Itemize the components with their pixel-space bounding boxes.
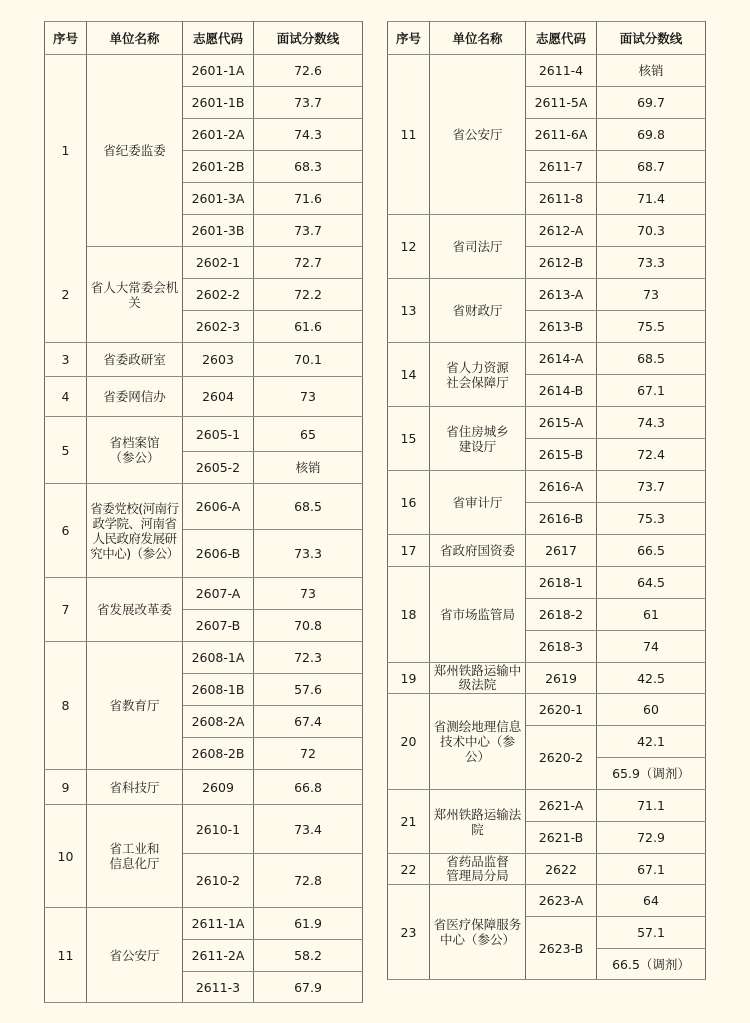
table-row <box>45 805 363 854</box>
code-cell: 2614-B <box>526 375 597 407</box>
code-cell: 2623-A <box>526 885 597 917</box>
header-seq: 序号 <box>45 22 87 55</box>
code-cell: 2610-2 <box>183 854 254 908</box>
table-row <box>45 484 363 530</box>
code-cell: 2607-B <box>183 610 254 642</box>
score-cell: 73.7 <box>254 215 363 247</box>
score-cell: 57.1 <box>597 917 706 949</box>
table-row <box>388 535 706 567</box>
header-row <box>45 22 363 55</box>
seq-cell: 11 <box>388 55 430 215</box>
code-cell: 2615-A <box>526 407 597 439</box>
table-row <box>388 790 706 822</box>
seq-cell: 17 <box>388 535 430 567</box>
code-cell: 2601-3A <box>183 183 254 215</box>
unit-cell: 省纪委监委 <box>87 55 183 247</box>
code-cell: 2614-A <box>526 343 597 375</box>
unit-cell: 郑州铁路运输法院 <box>430 790 526 854</box>
table-row <box>388 215 706 247</box>
seq-cell: 5 <box>45 417 87 484</box>
score-cell-adjusted: 66.5（调剂） <box>597 949 706 980</box>
unit-cell: 省测绘地理信息技术中心（参公） <box>430 694 526 790</box>
table-row <box>45 642 363 674</box>
table-row <box>388 343 706 375</box>
score-cell: 73.3 <box>597 247 706 279</box>
score-cell: 75.3 <box>597 503 706 535</box>
unit-cell: 省档案馆（参公） <box>87 417 183 484</box>
score-cell: 73.7 <box>254 87 363 119</box>
code-cell: 2620-1 <box>526 694 597 726</box>
table-row <box>388 663 706 694</box>
score-cell: 42.5 <box>597 663 706 694</box>
table-row <box>45 343 363 377</box>
score-cell: 66.5 <box>597 535 706 567</box>
score-cell: 68.3 <box>254 151 363 183</box>
score-cell: 61 <box>597 599 706 631</box>
unit-cell: 省审计厅 <box>430 471 526 535</box>
score-cell: 68.7 <box>597 151 706 183</box>
score-cell: 66.8 <box>254 770 363 805</box>
score-cell: 75.5 <box>597 311 706 343</box>
code-cell: 2613-A <box>526 279 597 311</box>
unit-cell: 省医疗保障服务中心（参公） <box>430 885 526 980</box>
seq-cell: 6 <box>45 484 87 578</box>
seq-cell: 7 <box>45 578 87 642</box>
score-cell: 73.3 <box>254 530 363 578</box>
score-cell: 68.5 <box>254 484 363 530</box>
score-cell: 73 <box>597 279 706 311</box>
score-cell: 72.8 <box>254 854 363 908</box>
unit-cell: 省财政厅 <box>430 279 526 343</box>
score-cell: 73 <box>254 377 363 417</box>
code-cell: 2605-2 <box>183 452 254 484</box>
score-cell: 72 <box>254 738 363 770</box>
code-cell: 2611-8 <box>526 183 597 215</box>
table-row <box>388 567 706 599</box>
score-cell: 61.9 <box>254 908 363 940</box>
score-cell: 67.1 <box>597 854 706 885</box>
table-row <box>45 770 363 805</box>
unit-cell: 省委网信办 <box>87 377 183 417</box>
unit-cell: 省政府国资委 <box>430 535 526 567</box>
header-code: 志愿代码 <box>183 22 254 55</box>
code-cell: 2620-2 <box>526 726 597 790</box>
table-row <box>388 55 706 87</box>
code-cell: 2610-1 <box>183 805 254 854</box>
seq-cell: 20 <box>388 694 430 790</box>
code-cell: 2612-B <box>526 247 597 279</box>
unit-cell: 省教育厅 <box>87 642 183 770</box>
header-code: 志愿代码 <box>526 22 597 55</box>
unit-cell: 郑州铁路运输中级法院 <box>430 663 526 694</box>
code-cell: 2621-B <box>526 822 597 854</box>
code-cell: 2612-A <box>526 215 597 247</box>
code-cell: 2606-B <box>183 530 254 578</box>
unit-cell: 省住房城乡建设厅 <box>430 407 526 471</box>
code-cell: 2618-2 <box>526 599 597 631</box>
table-row <box>45 908 363 940</box>
code-cell: 2611-7 <box>526 151 597 183</box>
table-row <box>388 885 706 917</box>
unit-cell: 省人力资源社会保障厅 <box>430 343 526 407</box>
code-cell: 2602-3 <box>183 311 254 343</box>
code-cell: 2608-1B <box>183 674 254 706</box>
score-cell: 68.5 <box>597 343 706 375</box>
score-cell: 69.7 <box>597 87 706 119</box>
seq-cell: 19 <box>388 663 430 694</box>
header-score: 面试分数线 <box>597 22 706 55</box>
code-cell: 2608-1A <box>183 642 254 674</box>
unit-cell: 省公安厅 <box>430 55 526 215</box>
score-cell: 核销 <box>254 452 363 484</box>
unit-cell: 省药品监督管理局分局 <box>430 854 526 885</box>
score-cell: 72.2 <box>254 279 363 311</box>
score-cell: 57.6 <box>254 674 363 706</box>
code-cell: 2607-A <box>183 578 254 610</box>
seq-cell: 12 <box>388 215 430 279</box>
seq-cell: 2 <box>45 247 87 343</box>
unit-cell: 省市场监管局 <box>430 567 526 663</box>
unit-cell: 省人大常委会机关 <box>87 247 183 343</box>
code-cell: 2603 <box>183 343 254 377</box>
code-cell: 2606-A <box>183 484 254 530</box>
unit-cell: 省工业和信息化厅 <box>87 805 183 908</box>
score-cell: 71.4 <box>597 183 706 215</box>
score-cell: 69.8 <box>597 119 706 151</box>
seq-cell: 16 <box>388 471 430 535</box>
score-table-right <box>387 21 706 980</box>
seq-cell: 18 <box>388 567 430 663</box>
code-cell: 2601-1A <box>183 55 254 87</box>
seq-cell: 10 <box>45 805 87 908</box>
code-cell: 2611-5A <box>526 87 597 119</box>
unit-cell: 省委党校(河南行政学院、河南省人民政府发展研究中心)（参公） <box>87 484 183 578</box>
code-cell: 2619 <box>526 663 597 694</box>
code-cell: 2611-4 <box>526 55 597 87</box>
header-seq: 序号 <box>388 22 430 55</box>
code-cell: 2608-2A <box>183 706 254 738</box>
unit-cell: 省公安厅 <box>87 908 183 1003</box>
code-cell: 2613-B <box>526 311 597 343</box>
code-cell: 2608-2B <box>183 738 254 770</box>
code-cell: 2618-3 <box>526 631 597 663</box>
score-cell: 70.3 <box>597 215 706 247</box>
seq-cell: 9 <box>45 770 87 805</box>
score-cell: 73.7 <box>597 471 706 503</box>
score-cell: 72.3 <box>254 642 363 674</box>
seq-cell: 15 <box>388 407 430 471</box>
seq-cell: 8 <box>45 642 87 770</box>
seq-cell: 21 <box>388 790 430 854</box>
score-cell: 72.9 <box>597 822 706 854</box>
code-cell: 2601-2B <box>183 151 254 183</box>
code-cell: 2605-1 <box>183 417 254 452</box>
code-cell: 2616-B <box>526 503 597 535</box>
table-row <box>45 417 363 452</box>
score-cell: 67.1 <box>597 375 706 407</box>
header-score: 面试分数线 <box>254 22 363 55</box>
table-row <box>388 694 706 726</box>
code-cell: 2622 <box>526 854 597 885</box>
seq-cell: 14 <box>388 343 430 407</box>
table-row <box>388 854 706 885</box>
code-cell: 2618-1 <box>526 567 597 599</box>
table-row <box>45 55 363 87</box>
score-cell: 74 <box>597 631 706 663</box>
table-row <box>45 247 363 279</box>
header-unit: 单位名称 <box>430 22 526 55</box>
unit-cell: 省科技厅 <box>87 770 183 805</box>
code-cell: 2621-A <box>526 790 597 822</box>
table-row <box>45 377 363 417</box>
seq-cell: 1 <box>45 55 87 247</box>
header-unit: 单位名称 <box>87 22 183 55</box>
table-row <box>388 407 706 439</box>
seq-cell: 11 <box>45 908 87 1003</box>
score-cell: 64 <box>597 885 706 917</box>
score-cell: 74.3 <box>254 119 363 151</box>
code-cell: 2601-2A <box>183 119 254 151</box>
score-cell: 70.8 <box>254 610 363 642</box>
code-cell: 2611-6A <box>526 119 597 151</box>
seq-cell: 23 <box>388 885 430 980</box>
unit-cell: 省司法厅 <box>430 215 526 279</box>
score-cell: 64.5 <box>597 567 706 599</box>
seq-cell: 22 <box>388 854 430 885</box>
score-cell: 42.1 <box>597 726 706 758</box>
code-cell: 2609 <box>183 770 254 805</box>
score-cell: 73 <box>254 578 363 610</box>
code-cell: 2604 <box>183 377 254 417</box>
code-cell: 2617 <box>526 535 597 567</box>
score-cell: 65 <box>254 417 363 452</box>
seq-cell: 13 <box>388 279 430 343</box>
table-row <box>388 279 706 311</box>
seq-cell: 3 <box>45 343 87 377</box>
code-cell: 2602-2 <box>183 279 254 311</box>
score-cell: 72.4 <box>597 439 706 471</box>
score-cell: 61.6 <box>254 311 363 343</box>
code-cell: 2602-1 <box>183 247 254 279</box>
score-cell-adjusted: 65.9（调剂） <box>597 758 706 790</box>
code-cell: 2611-2A <box>183 940 254 972</box>
score-cell: 60 <box>597 694 706 726</box>
code-cell: 2611-1A <box>183 908 254 940</box>
unit-cell: 省委政研室 <box>87 343 183 377</box>
code-cell: 2616-A <box>526 471 597 503</box>
score-cell: 核销 <box>597 55 706 87</box>
code-cell: 2615-B <box>526 439 597 471</box>
score-cell: 67.9 <box>254 972 363 1003</box>
code-cell: 2623-B <box>526 917 597 980</box>
unit-cell: 省发展改革委 <box>87 578 183 642</box>
score-cell: 71.1 <box>597 790 706 822</box>
table-row <box>45 578 363 610</box>
code-cell: 2601-1B <box>183 87 254 119</box>
score-cell: 74.3 <box>597 407 706 439</box>
score-cell: 73.4 <box>254 805 363 854</box>
score-cell: 72.7 <box>254 247 363 279</box>
score-cell: 71.6 <box>254 183 363 215</box>
code-cell: 2611-3 <box>183 972 254 1003</box>
score-cell: 58.2 <box>254 940 363 972</box>
code-cell: 2601-3B <box>183 215 254 247</box>
table-row <box>388 471 706 503</box>
header-row <box>388 22 706 55</box>
score-cell: 67.4 <box>254 706 363 738</box>
score-table-left <box>44 21 363 1003</box>
score-cell: 72.6 <box>254 55 363 87</box>
seq-cell: 4 <box>45 377 87 417</box>
score-cell: 70.1 <box>254 343 363 377</box>
